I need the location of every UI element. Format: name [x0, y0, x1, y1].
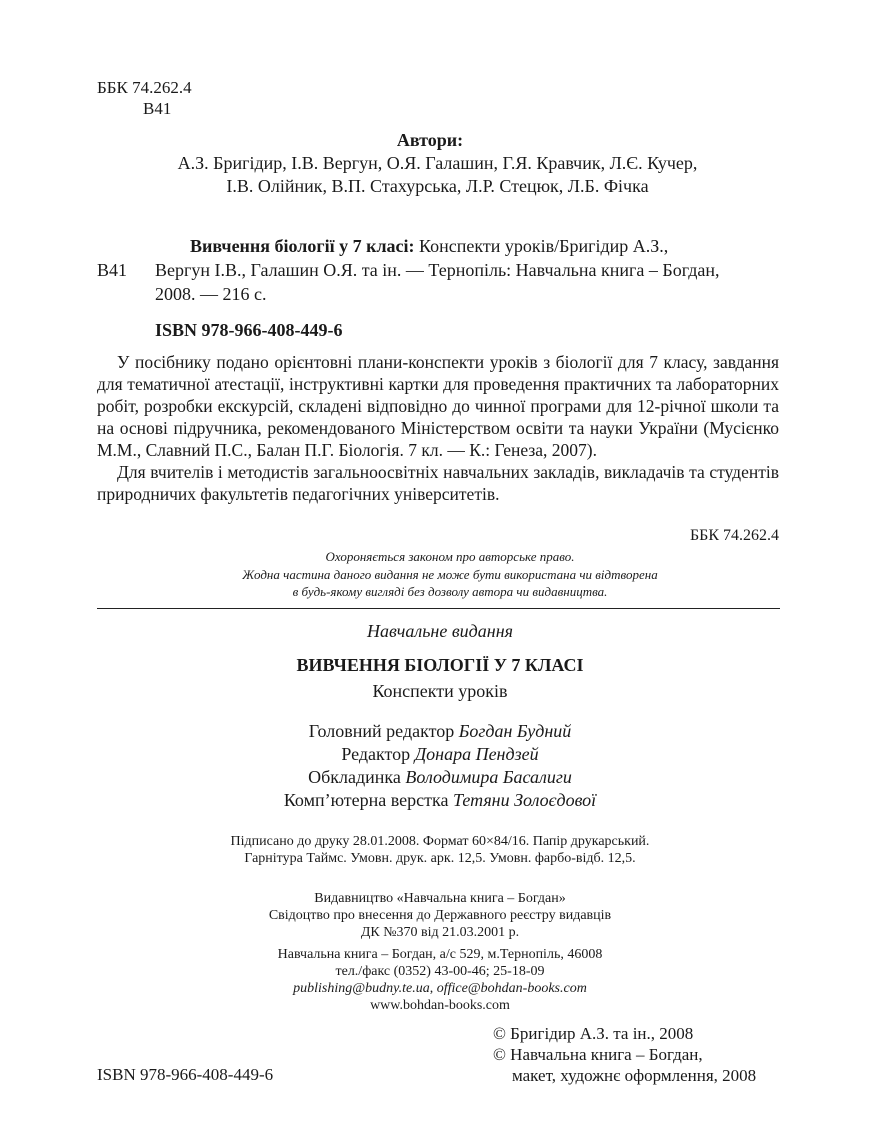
copyright-layout: макет, художнє оформлення, 2008 — [512, 1066, 757, 1085]
email-publishing-link[interactable]: publishing@budny.te.ua — [293, 981, 430, 996]
catalog-line-2: Вергун І.В., Галашин О.Я. та ін. — Тернопіль: Навчальна книга – Богдан, — [155, 260, 720, 280]
catalog-code: В41 — [97, 260, 128, 280]
publisher-line-2: Свідоцтво про внесення до Державного реєстру видавців — [268, 908, 612, 923]
edition-type: Навчальне видання — [366, 621, 513, 641]
credit-line — [200, 721, 680, 742]
annotation-line: завдання для тематичної атестації, інструктивні картки для проведення практичних — [97, 352, 780, 394]
catalog-isbn: ISBN 978-966-408-449-6 — [155, 320, 343, 340]
publisher-line-3: ДК №370 від 21.03.2001 р. — [360, 925, 520, 940]
email-line — [180, 981, 700, 997]
annotation-line: Для вчителів і методистів загальноосвітніх навчальних закладів, викладачів та — [117, 462, 705, 482]
credit-line — [200, 767, 680, 788]
copyright-notice-line-3: в будь-якому вигляді без дозволу автора чи видавництва. — [292, 584, 608, 599]
credit-role: Комп’ютерна верстка — [283, 790, 453, 810]
credit-name: Володимира Басалиги — [405, 767, 572, 787]
credit-name: Тетяни Золоєдової — [452, 790, 597, 810]
copyright-notice-line-2: Жодна частина даного видання не може бути використана чи відтворена — [242, 567, 658, 582]
annotation-line: У посібнику подано орієнтовні плани-конспекти уроків з біології для 7 класу, — [117, 352, 708, 372]
credit-role: Головний редактор — [308, 721, 459, 741]
catalog-line-3: 2008. — 216 с. — [155, 284, 267, 304]
credit-role: Обкладинка — [308, 767, 406, 787]
catalog-title: Вивчення біології у 7 класі: — [190, 236, 415, 256]
print-info-line-1: Підписано до друку 28.01.2008. Формат 60×84/16. Папір друкарський. — [230, 834, 650, 849]
footer-isbn: ISBN 978-966-408-449-6 — [97, 1065, 274, 1084]
annotation-paragraph — [97, 461, 779, 505]
address-line-2: тел./факс (0352) 43-00-46; 25-18-09 — [335, 964, 545, 979]
copyright-authors: © Бригідир А.З. та ін., 2008 — [493, 1024, 694, 1043]
catalog-title-line — [190, 236, 668, 257]
publisher-line-1: Видавництво «Навчальна книга – Богдан» — [314, 891, 566, 906]
annotation — [97, 351, 779, 505]
divider — [97, 608, 780, 609]
credit-name: Богдан Будний — [458, 721, 572, 741]
credit-name: Донара Пендзей — [414, 744, 539, 764]
credit-line — [200, 790, 680, 811]
website-link[interactable]: www.bohdan-books.com — [370, 998, 510, 1013]
authors-heading: Автори: — [396, 130, 464, 150]
catalog-title-rest: Конспекти уроків/Бригідир А.З., — [414, 236, 669, 256]
email-separator: , — [429, 981, 437, 996]
annotation-paragraph — [97, 351, 779, 461]
bbk-index-right: ББК 74.262.4 — [689, 527, 779, 544]
authors-line-1: А.З. Бригідир, І.В. Вергун, О.Я. Галашин, Г.Я. Кравчик, Л.Є. Кучер, — [177, 153, 698, 173]
credit-role: Редактор — [341, 744, 415, 764]
authors-line-2: І.В. Олійник, В.П. Стахурська, Л.Р. Стецюк, Л.Б. Фічка — [226, 176, 649, 196]
print-info-line-2: Гарнітура Таймс. Умовн. друк. арк. 12,5. Умовн. фарбо-відб. 12,5. — [244, 851, 636, 866]
annotation-line: Генеза, 2007). — [494, 440, 598, 460]
email-office-link[interactable]: office@bohdan-books.com — [436, 981, 587, 996]
address-line-1: Навчальна книга – Богдан, а/с 529, м.Тернопіль, 46008 — [277, 947, 603, 962]
annotation-line: та науки України (Мусієнко М.М., Славний П.С., Балан П.Г. Біологія. 7 кл. — К.: — [97, 418, 779, 460]
annotation-line: та лабораторних робіт, розробки екскурсій, складені відповідно до чинної програми — [97, 374, 779, 416]
credit-line — [200, 744, 680, 765]
copyright-notice-line-1: Охороняється законом про авторське право. — [325, 549, 575, 564]
bbk-index: ББК 74.262.4 — [97, 78, 192, 97]
annotation-line: для 12-річної школи та на основі підручника, рекомендованого Міністерством освіти — [97, 396, 779, 438]
copyright-publisher: © Навчальна книга – Богдан, — [493, 1045, 703, 1064]
imprint-subtitle: Конспекти уроків — [372, 681, 508, 701]
author-mark: В41 — [143, 99, 172, 118]
imprint-title: ВИВЧЕННЯ БІОЛОГІЇ У 7 КЛАСІ — [296, 655, 584, 675]
annotation-line: студентів природничих факультетів педагогічних університетів. — [97, 462, 779, 504]
